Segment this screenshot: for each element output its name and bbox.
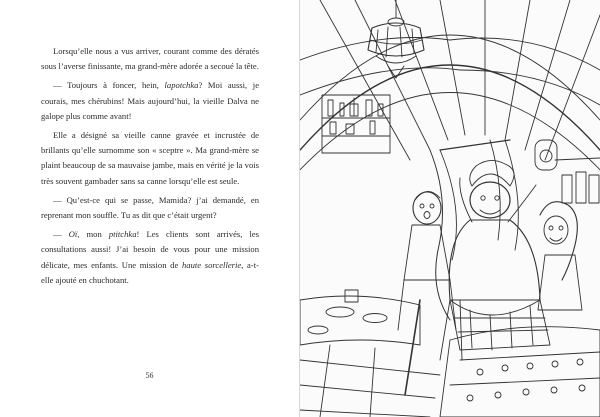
page-number: 56 <box>145 371 154 380</box>
paragraph-1: Lorsqu’elle nous a vus arriver, courant comme des dératés sous l’averse finissante, ma grand-mère adorée a secoué la tête. <box>41 46 259 72</box>
text-block <box>41 44 259 292</box>
paragraph-2: — Toujours à foncer, hein, lapotchka? Moi aussi, je courais, mes chérubins! Mais aujourd’hui, la vieille Dalva ne galope plus comme avant! <box>41 80 260 121</box>
paragraph-5: — Oï, mon ptitchka! Les clients sont arrivés, les consultations aussi! J’ai besoin de vous pour une mission délicate, mes enfants. Une mission de haute sorcellerie, a-t-elle ajouté en chuchotant. <box>41 229 259 285</box>
italic-word: Oï <box>68 229 78 240</box>
paragraph-3: Elle a désigné sa vieille canne gravée et incrustée de brillants qu’elle surnomme son « sceptre ». Ma grand-mère se plaint beaucoup de sa mauvaise jambe, mais en vérité je la vois très souvent gambader sans sa canne lorsqu’elle est seule. <box>41 130 259 186</box>
left-page <box>0 0 299 417</box>
right-page <box>300 0 600 417</box>
italic-phrase: haute sorcellerie <box>181 259 242 270</box>
lineart-caravan-interior-grandmother-children-icon <box>300 0 600 417</box>
italic-word: lapotchka <box>164 80 199 91</box>
italic-word: ptitchka <box>108 229 137 240</box>
paragraph-4: — Qu’est-ce qui se passe, Mamida? j’ai demandé, en reprenant mon souffle. Tu as dit que c’était urgent? <box>41 194 259 221</box>
